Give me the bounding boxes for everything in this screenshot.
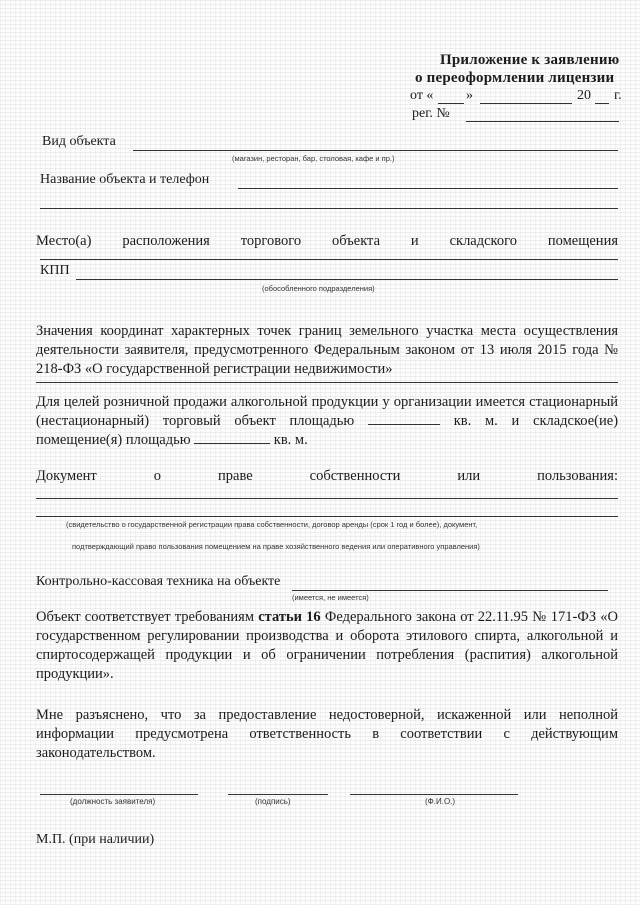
responsibility-paragraph: Мне разъяснено, что за предоставление недостоверной, искаженной или неполной информации предусмотрена ответственность в соответствии с действующим законодательством. — [36, 707, 618, 761]
stamp-label: М.П. (при наличии) — [36, 832, 155, 847]
retail-area-field[interactable] — [368, 412, 440, 425]
object-name-label: Название объекта и телефон — [40, 172, 210, 187]
cash-register-field[interactable] — [292, 590, 608, 591]
retail-text-2: складское(ие) помещение(я) площадью — [36, 413, 619, 448]
object-name-field[interactable] — [238, 188, 618, 189]
reg-number-label: рег. № — [412, 106, 450, 121]
position-hint: (должность заявителя) — [70, 797, 156, 806]
appendix-title-line1: Приложение к заявлению — [440, 52, 620, 68]
date-day-field[interactable] — [438, 103, 464, 104]
appendix-title-line2: о переоформлении лицензии — [415, 70, 615, 86]
ownership-label: Документ о праве собственности или пользования: — [36, 468, 618, 484]
ownership-field[interactable] — [36, 498, 618, 499]
location-field[interactable] — [40, 259, 618, 260]
reg-number-field[interactable] — [466, 121, 619, 122]
compliance-article: статьи 16 — [258, 609, 321, 625]
retail-unit-2: кв. м. — [273, 432, 308, 448]
object-type-label: Вид объекта — [42, 134, 116, 149]
retail-text-1: Для целей розничной продажи алкогольной продукции у организации имеется стационарный (нестационарный) торговый объект площадью — [36, 394, 618, 429]
retail-unit-1: кв. м. и — [453, 413, 520, 429]
kpp-field[interactable] — [76, 279, 618, 280]
date-year-prefix: 20 — [577, 88, 591, 103]
cash-register-label: Контрольно-кассовая техника на объекте — [36, 574, 281, 589]
kpp-hint: (обособленного подразделения) — [262, 284, 375, 293]
object-type-field[interactable] — [133, 150, 618, 151]
signature-field[interactable] — [228, 794, 328, 795]
object-type-hint: (магазин, ресторан, бар, столовая, кафе и пр.) — [232, 154, 395, 163]
storage-area-field[interactable] — [194, 431, 270, 444]
ownership-hint-line1: (свидетельство о государственной регистрации права собственности, договор аренды (срок 1 год и более), документ, — [66, 520, 478, 529]
ownership-hint-line2: подтверждающий право пользования помещением на праве хозяйственного ведения или оперативного управления) — [72, 542, 480, 551]
date-suffix: г. — [614, 88, 622, 103]
retail-paragraph — [36, 393, 618, 450]
object-name-field-line2[interactable] — [40, 208, 618, 209]
kpp-label: КПП — [40, 263, 70, 278]
coordinates-paragraph: Значения координат характерных точек границ земельного участка места осуществления деятельности заявителя, предусмотренного Федеральным законом от 13 июля 2015 года № 218-ФЗ «О государственной регистрации недвижимости» — [36, 323, 618, 377]
date-prefix: от « — [410, 88, 434, 103]
date-year-field[interactable] — [595, 103, 609, 104]
signature-hint: (подпись) — [255, 797, 291, 806]
ownership-field-line2[interactable] — [36, 516, 618, 517]
date-mid: » — [466, 88, 473, 103]
full-name-field[interactable] — [350, 794, 518, 795]
compliance-text-2: Федерального закона от 22.11.95 № 171-ФЗ «О государственном регулировании производства и оборота этилового спирта, алкогольной и спиртосодержащей продукции и об ограничении потребления (распития) алкогольной продукции». — [36, 609, 619, 682]
position-field[interactable] — [40, 794, 198, 795]
coordinates-field[interactable] — [36, 382, 618, 383]
compliance-text-1: Объект соответствует требованиям — [36, 609, 255, 625]
location-label: Место(а) расположения торгового объекта и складского помещения — [36, 233, 618, 249]
cash-register-hint: (имеется, не имеется) — [292, 593, 369, 602]
date-month-field[interactable] — [480, 103, 572, 104]
full-name-hint: (Ф.И.О.) — [425, 797, 456, 806]
compliance-paragraph — [36, 608, 618, 684]
